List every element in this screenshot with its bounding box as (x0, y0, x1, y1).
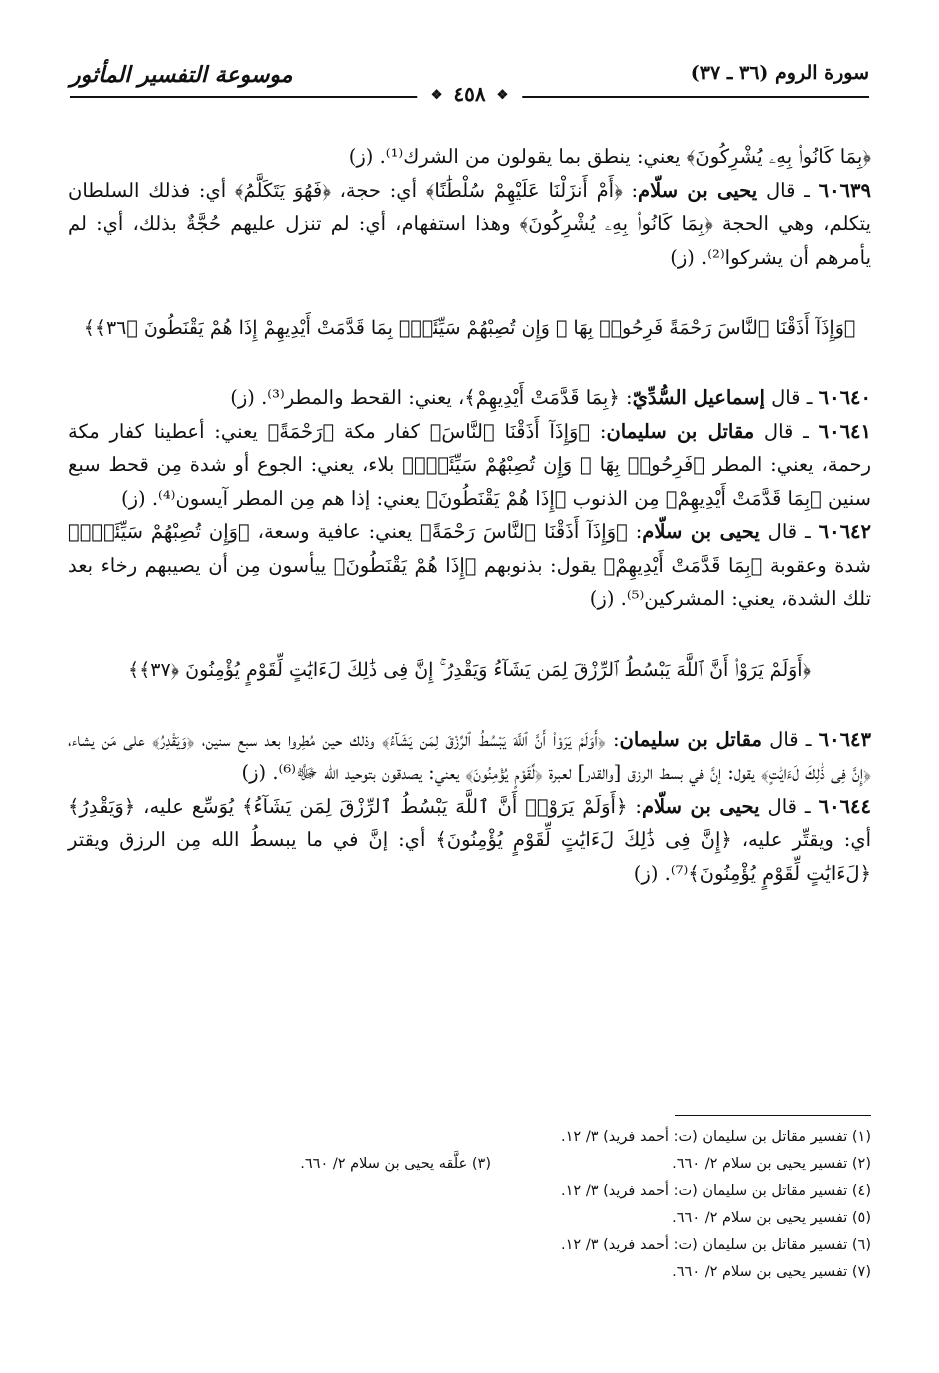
main-text (68, 140, 871, 890)
footnote-text: (٣) علَّقه يحيى بن سلام ٢/ ٦٦٠. (300, 1156, 491, 1172)
footnote (68, 1124, 871, 1151)
footnote (68, 1178, 871, 1205)
footnote (68, 1151, 871, 1178)
narration-text: : ﴿أَوَلَمْ يَرَوْا۟ أَنَّ ٱللَّهَ يَبْسُطُ ٱلرِّزْقَ لِمَن يَشَآءُ﴾ يُوَسِّع عليه، ﴿وَيَقْدِرُ﴾ أي: ويقتِّر عليه، ﴿إِنَّ فِى ذَٰلِكَ لَءَايَٰتٍ لِّقَوْمٍ يُؤْمِنُونَ﴾ أي: إنَّ في ما يبسطُ الله مِن الرزق ويقتر ﴿لَءَايَٰتٍ لِّقَوْمٍ يُؤْمِنُونَ﴾⁽⁷⁾. (ز) (68, 794, 871, 885)
narration-lead: ـ قال (759, 794, 819, 818)
narration-lead: ـ قال (759, 520, 819, 543)
page-number: ٤٥٨ (453, 82, 486, 106)
footnote (68, 1205, 871, 1232)
footnote-text: (٧) تفسير يحيى بن سلام ٢/ ٦٦٠. (672, 1264, 871, 1280)
footnote-separator (675, 1115, 871, 1116)
footnote-text: (٢) تفسير يحيى بن سلام ٢/ ٦٦٠. (672, 1156, 871, 1172)
page-number-box (417, 82, 522, 106)
narration-lead: ـ قال (764, 386, 819, 409)
footnotes (68, 1124, 871, 1286)
ornament-icon: ❖ (496, 88, 509, 103)
running-header (70, 62, 869, 107)
entry-number: ٦٠٦٤٠ (818, 386, 871, 409)
entry-number: ٦٠٦٤٣ (818, 727, 871, 751)
narration-text: : ﴿أَوَلَمْ يَرَوْا۟ أَنَّ ٱللَّهَ يَبْسُطُ ٱلرِّزْقَ لِمَن يَشَآءُ﴾ وذلك حين مُطِروا بعد سبع سنين، ﴿وَيَقْدِرُ﴾ على مَن يشاء، ﴿إِنَّ فِى ذَٰلِكَ لَءَايَٰتٍ﴾ يقول: إنَّ في بسط الرزق [والقدر] لعبرة ﴿لِّقَوْمٍ يُؤْمِنُونَ﴾ يعني: يصدقون بتوحيد الله ﷻ⁽⁶⁾. (ز) (68, 727, 871, 784)
footnote (68, 1232, 871, 1259)
narration-lead: ـ قال (761, 727, 819, 751)
entry-number: ٦٠٦٤٤ (818, 794, 871, 818)
narration-lead: ـ قال (754, 419, 819, 443)
quran-verse: ﴿وَإِذَآ أَذَقْنَا ٱلنَّاسَ رَحْمَةً فَرِحُوا۟ بِهَا ۖ وَإِن تُصِبْهُمْ سَيِّئَةٌۢ بِمَا قَدَّمَتْ أَيْدِيهِمْ إِذَا هُمْ يَقْنَطُونَ ﴿٣٦﴾﴾ (83, 317, 856, 339)
narrator-name: يحيى بن سلّام (638, 178, 758, 202)
footnote-text: (٥) تفسير يحيى بن سلام ٢/ ٦٦٠. (672, 1210, 871, 1226)
narration-entry (68, 381, 871, 415)
quran-verse: ﴿أَوَلَمْ يَرَوْا۟ أَنَّ ٱللَّهَ يَبْسُطُ ٱلرِّزْقَ لِمَن يَشَآءُ وَيَقْدِرُ ۚ إِنَّ فِى ذَٰلِكَ لَءَايَٰتٍ لِّقَوْمٍ يُؤْمِنُونَ ﴿٣٧﴾﴾ (127, 658, 811, 681)
book-title: موسوعة التفسير المأثور (70, 62, 293, 88)
entry-number: ٦٠٦٤١ (818, 419, 871, 443)
footnote-text: (١) تفسير مقاتل بن سليمان (ت: أحمد فريد) ٣/ ١٢. (561, 1129, 871, 1145)
narration-entry (68, 515, 871, 616)
narration-lead: ـ قال (757, 178, 819, 202)
narrator-name: يحيى بن سلّام (641, 794, 760, 818)
footnote-text: (٤) تفسير مقاتل بن سليمان (ت: أحمد فريد) ٣/ ١٢. (561, 1183, 871, 1199)
narration-text: : ﴿وَإِذَآ أَذَقْنَا ٱلنَّاسَ رَحْمَةً﴾ يعني: عافية وسعة، ﴿وَإِن تُصِبْهُمْ سَيِّئَةٌۢ﴾ شدة وعقوبة ﴿بِمَا قَدَّمَتْ أَيْدِيهِمْ﴾ يقول: بذنوبهم ﴿إِذَا هُمْ يَقْنَطُونَ﴾ ييأسون مِن أن يصيبهم رخاء بعد تلك الشدة، يعني: المشركين⁽⁵⁾. (ز) (68, 520, 871, 610)
entry-number: ٦٠٦٤٢ (818, 520, 871, 543)
narrator-name: مقاتل بن سليمان (619, 727, 762, 751)
narration-entry (68, 790, 871, 891)
narration-entry (68, 174, 871, 275)
narration-text: : ﴿بِمَا قَدَّمَتْ أَيْدِيهِمْ﴾، يعني: القحط والمطر⁽³⁾. (ز) (230, 386, 633, 409)
ornament-icon: ❖ (430, 88, 443, 103)
footnote (68, 1259, 871, 1286)
narration-text: : ﴿أَمْ أَنزَلْنَا عَلَيْهِمْ سُلْطَٰنًا﴾ أي: حجة، ﴿فَهُوَ يَتَكَلَّمُ﴾ أي: فذلك السلطان يتكلم، وهي الحجة ﴿بِمَا كَانُوا۟ بِهِۦ يُشْرِكُونَ﴾ وهذا استفهام، أي: لم تنزل عليهم حُجَّةٌ بذلك، أي: لم يأمرهم أن يشركوا⁽²⁾. (ز) (68, 178, 871, 269)
narrator-name: يحيى بن سلّام (642, 520, 760, 543)
surah-title: سورة الروم (٣٦ ـ ٣٧) (690, 62, 869, 84)
footnote-text: (٦) تفسير مقاتل بن سليمان (ت: أحمد فريد) ٣/ ١٢. (561, 1237, 871, 1253)
narration-text: : ﴿وَإِذَآ أَذَقْنَا ٱلنَّاسَ﴾ كفار مكة ﴿رَحْمَةً﴾ يعني: أعطينا كفار مكة رحمة، يعني: المطر ﴿فَرِحُوا۟ بِهَا ۖ وَإِن تُصِبْهُمْ سَيِّئَةٌۢ﴾ بلاء، يعني: الجوع أو شدة مِن قحط سبع سنين ﴿بِمَا قَدَّمَتْ أَيْدِيهِمْ﴾ مِن الذنوب ﴿إِذَا هُمْ يَقْنَطُونَ﴾ يعني: إذا هم مِن المطر آيسون⁽⁴⁾. (ز) (68, 419, 871, 510)
narrator-name: إسماعيل السُّدِّيّ (632, 386, 765, 409)
paragraph: ﴿بِمَا كَانُوا۟ بِهِۦ يُشْرِكُونَ﴾ يعني: ينطق بما يقولون من الشرك⁽¹⁾. (ز) (348, 145, 871, 168)
narration-entry (68, 723, 871, 790)
narrator-name: مقاتل بن سليمان (606, 419, 755, 443)
narration-entry (68, 415, 871, 516)
entry-number: ٦٠٦٣٩ (818, 178, 871, 202)
